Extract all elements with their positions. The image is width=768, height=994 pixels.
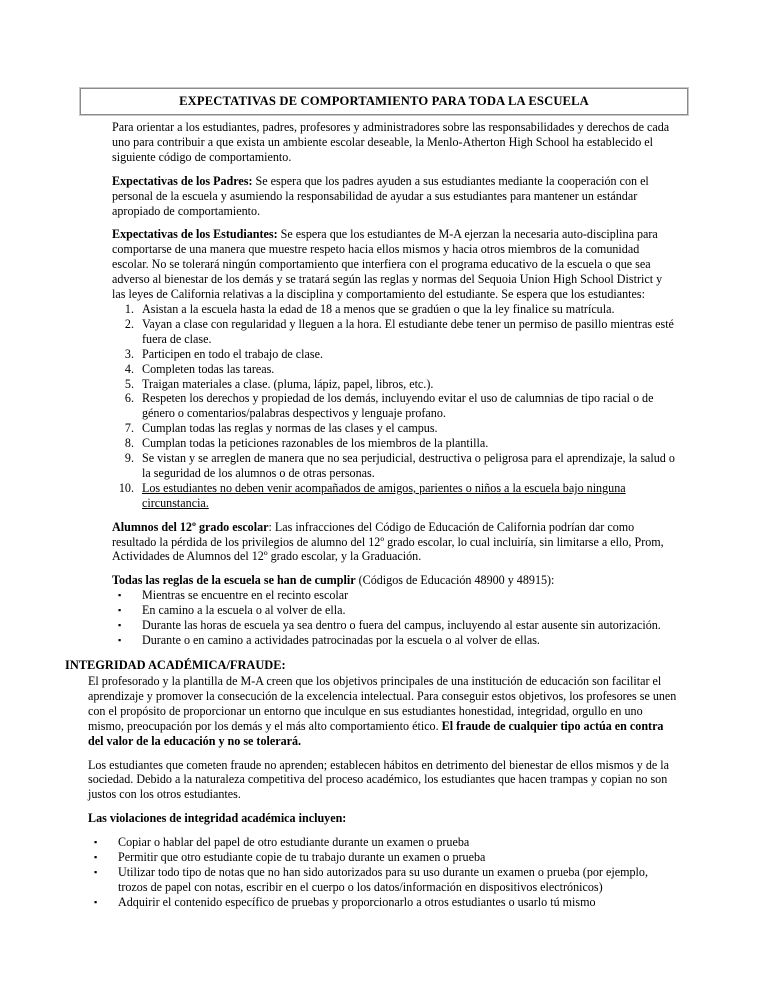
- integrity-heading: INTEGRIDAD ACADÉMICA/FRAUDE:: [65, 658, 286, 672]
- list-item: [88, 895, 678, 910]
- list-item: [112, 633, 678, 648]
- list-item-label: Adquirir el contenido específico de pruebas y proporcionarlo a otros estudiantes o usarlo tú mismo: [118, 894, 596, 909]
- school-rules-label: Todas las reglas de la escuela se han de cumplir: [112, 573, 356, 588]
- list-item-number: 2.: [124, 316, 134, 331]
- list-item: [112, 421, 678, 436]
- integrity-paragraph-1: [88, 674, 678, 749]
- list-item-number: 7.: [124, 421, 134, 436]
- integrity-body: [88, 674, 678, 910]
- square-bullet-icon: ▪: [118, 590, 122, 601]
- list-item-number: 10.: [118, 480, 134, 495]
- square-bullet-icon: ▪: [118, 620, 122, 631]
- list-item-label: Durante las horas de escuela ya sea dentro o fuera del campus, incluyendo al estar ausente sin autorización.: [142, 618, 661, 633]
- square-bullet-icon: ▪: [94, 866, 98, 877]
- seniors-label: Alumnos del 12º grado escolar: [112, 519, 269, 534]
- list-item-label: Cumplan todas las reglas y normas de las clases y el campus.: [142, 421, 438, 436]
- students-paragraph: [112, 227, 678, 302]
- school-rules-text: (Códigos de Educación 48900 y 48915):: [355, 573, 555, 588]
- list-item-number: 4.: [124, 361, 134, 376]
- square-bullet-icon: ▪: [118, 635, 122, 645]
- integrity-para1-emphasis: El fraude de cualquier tipo actúa en contra del valor de la educación y no se tolerará.: [88, 718, 664, 748]
- page-title: EXPECTATIVAS DE COMPORTAMIENTO PARA TODA LA ESCUELA: [179, 94, 589, 108]
- list-item-label: En camino a la escuela o al volver de ella.: [142, 603, 346, 618]
- list-item-number: 1.: [124, 301, 134, 316]
- list-item-number: 5.: [124, 376, 134, 391]
- list-item: [112, 347, 678, 362]
- list-item-number: 8.: [124, 436, 134, 451]
- students-text: Se espera que los estudiantes de M-A ejerzan la necesaria auto-disciplina para comportarse de una manera que muestre respeto hacia ellos mismos y hacia otros miembros de la comunidad escolar. No se tolerará ningún comportamiento que interfiera con el programa educativo de la escuela o que sea adverso al bienestar de los demás y se tratará según las reglas y normas del Sequoia Union High School District y las leyes de California relativas a la disciplina y comportamiento del estudiante. Se espera que los estudiantes:: [112, 227, 663, 302]
- list-item: [112, 603, 678, 618]
- list-item: [112, 362, 678, 377]
- list-item-label: Utilizar todo tipo de notas que no han sido autorizados para su uso durante un examen o prueba (por ejemplo, trozos de papel con notas, escribir en el cuerpo o los datos/información en dispositivos electrónicos): [118, 864, 648, 894]
- document-body-upper: [112, 120, 678, 657]
- list-item: [112, 302, 678, 317]
- list-item: [112, 391, 678, 421]
- square-bullet-icon: ▪: [94, 852, 98, 863]
- integrity-paragraph-2: Los estudiantes que cometen fraude no aprenden; establecen hábitos en detrimento del bienestar de ellos mismos y de la sociedad. Debido a la naturaleza competitiva del proceso académico, los estudiantes que hacen trampas y copian no son justos con los otros estudiantes.: [88, 757, 669, 802]
- list-item: [112, 436, 678, 451]
- document-title-banner: [80, 88, 688, 115]
- list-item-label: Completen todas las tareas.: [142, 361, 275, 376]
- list-item-label: Permitir que otro estudiante copie de tu trabajo durante un examen o prueba: [118, 850, 486, 865]
- list-item: [88, 865, 678, 895]
- list-item-label: Vayan a clase con regularidad y lleguen a la hora. El estudiante debe tener un permiso de pasillo mientras esté fuera de clase.: [142, 316, 674, 346]
- list-item-label: Mientras se encuentre en el recinto escolar: [142, 588, 349, 603]
- seniors-text: : Las infracciones del Código de Educación de California podrían dar como resultado la pérdida de los privilegios de alumno del 12º grado escolar, lo cual incluiría, sin limitarse a ello, Prom, Actividades de Alumnos del 12º grado escolar, y la Graduación.: [112, 519, 664, 564]
- list-item-number: 3.: [124, 346, 134, 361]
- list-item: [112, 618, 678, 633]
- parents-label: Expectativas de los Padres:: [112, 173, 253, 188]
- list-item-label: Copiar o hablar del papel de otro estudiante durante un examen o prueba: [118, 835, 470, 850]
- list-item: [88, 835, 678, 850]
- school-rules-bullet-list: [112, 588, 678, 648]
- square-bullet-icon: ▪: [118, 605, 122, 616]
- list-item-label: Participen en todo el trabajo de clase.: [142, 346, 323, 361]
- list-item: [112, 317, 678, 347]
- list-item-label: Los estudiantes no deben venir acompañados de amigos, parientes o niños a la escuela bajo ninguna circunstancia.: [142, 480, 626, 510]
- parents-paragraph: [112, 174, 678, 219]
- violations-bullet-list: [88, 835, 678, 910]
- square-bullet-icon: ▪: [94, 837, 98, 848]
- list-item: [88, 850, 678, 865]
- list-item: [112, 451, 678, 481]
- list-item: [112, 377, 678, 392]
- square-bullet-icon: ▪: [94, 896, 98, 907]
- students-label: Expectativas de los Estudiantes:: [112, 227, 278, 242]
- violations-label: [88, 811, 678, 826]
- list-item: [112, 588, 678, 603]
- intro-paragraph: Para orientar a los estudiantes, padres, profesores y administradores sobre las responsabilidades y derechos de cada uno para contribuir a que exista un ambiente escolar deseable, la Menlo-Atherton High School ha establecido el siguiente código de comportamiento.: [112, 120, 670, 164]
- list-item-number: 6.: [124, 391, 134, 406]
- school-rules-paragraph: [112, 573, 678, 588]
- list-item: [112, 481, 678, 511]
- list-item-label: Cumplan todas la peticiones razonables de los miembros de la plantilla.: [142, 436, 489, 451]
- seniors-paragraph: [112, 520, 678, 565]
- list-item-label: Durante o en camino a actividades patrocinadas por la escuela o al volver de ellas.: [142, 633, 540, 647]
- list-item-number: 9.: [124, 451, 134, 466]
- document-body-lower: [65, 658, 678, 919]
- integrity-para1-text: El profesorado y la plantilla de M-A creen que los objetivos principales de una institución de educación son facilitar el aprendizaje y promover la consecución de la excelencia intelectual. Para conseguir estos objetivos, los profesores se unen con el propósito de proporcionar un entorno que inculque en sus estudiantes honestidad, integridad, orgullo en uno mismo, preocupación por los demás y el más alto comportamiento ético.: [88, 674, 677, 733]
- list-item-label: Se vistan y se arreglen de manera que no sea perjudicial, destructiva o peligrosa para el aprendizaje, la salud o la seguridad de los alumnos o de otras personas.: [142, 451, 675, 480]
- list-item-label: Respeten los derechos y propiedad de los demás, incluyendo evitar el uso de calumnias de tipo racial o de género o comentarios/palabras despectivos y lenguaje profano.: [142, 391, 654, 421]
- parents-text: Se espera que los padres ayuden a sus estudiantes mediante la cooperación con el personal de la escuela y asumiendo la responsabilidad de ayudar a sus estudiantes para mantener un estándar apropiado de comportamiento.: [112, 173, 649, 218]
- list-item-label: Traigan materiales a clase. (pluma, lápiz, papel, libros, etc.).: [142, 376, 434, 391]
- violations-label-text: Las violaciones de integridad académica incluyen:: [88, 811, 347, 826]
- student-expectations-list: [112, 302, 678, 511]
- list-item-label: Asistan a la escuela hasta la edad de 18 a menos que se gradúen o que la ley finalice su matrícula.: [142, 301, 615, 316]
